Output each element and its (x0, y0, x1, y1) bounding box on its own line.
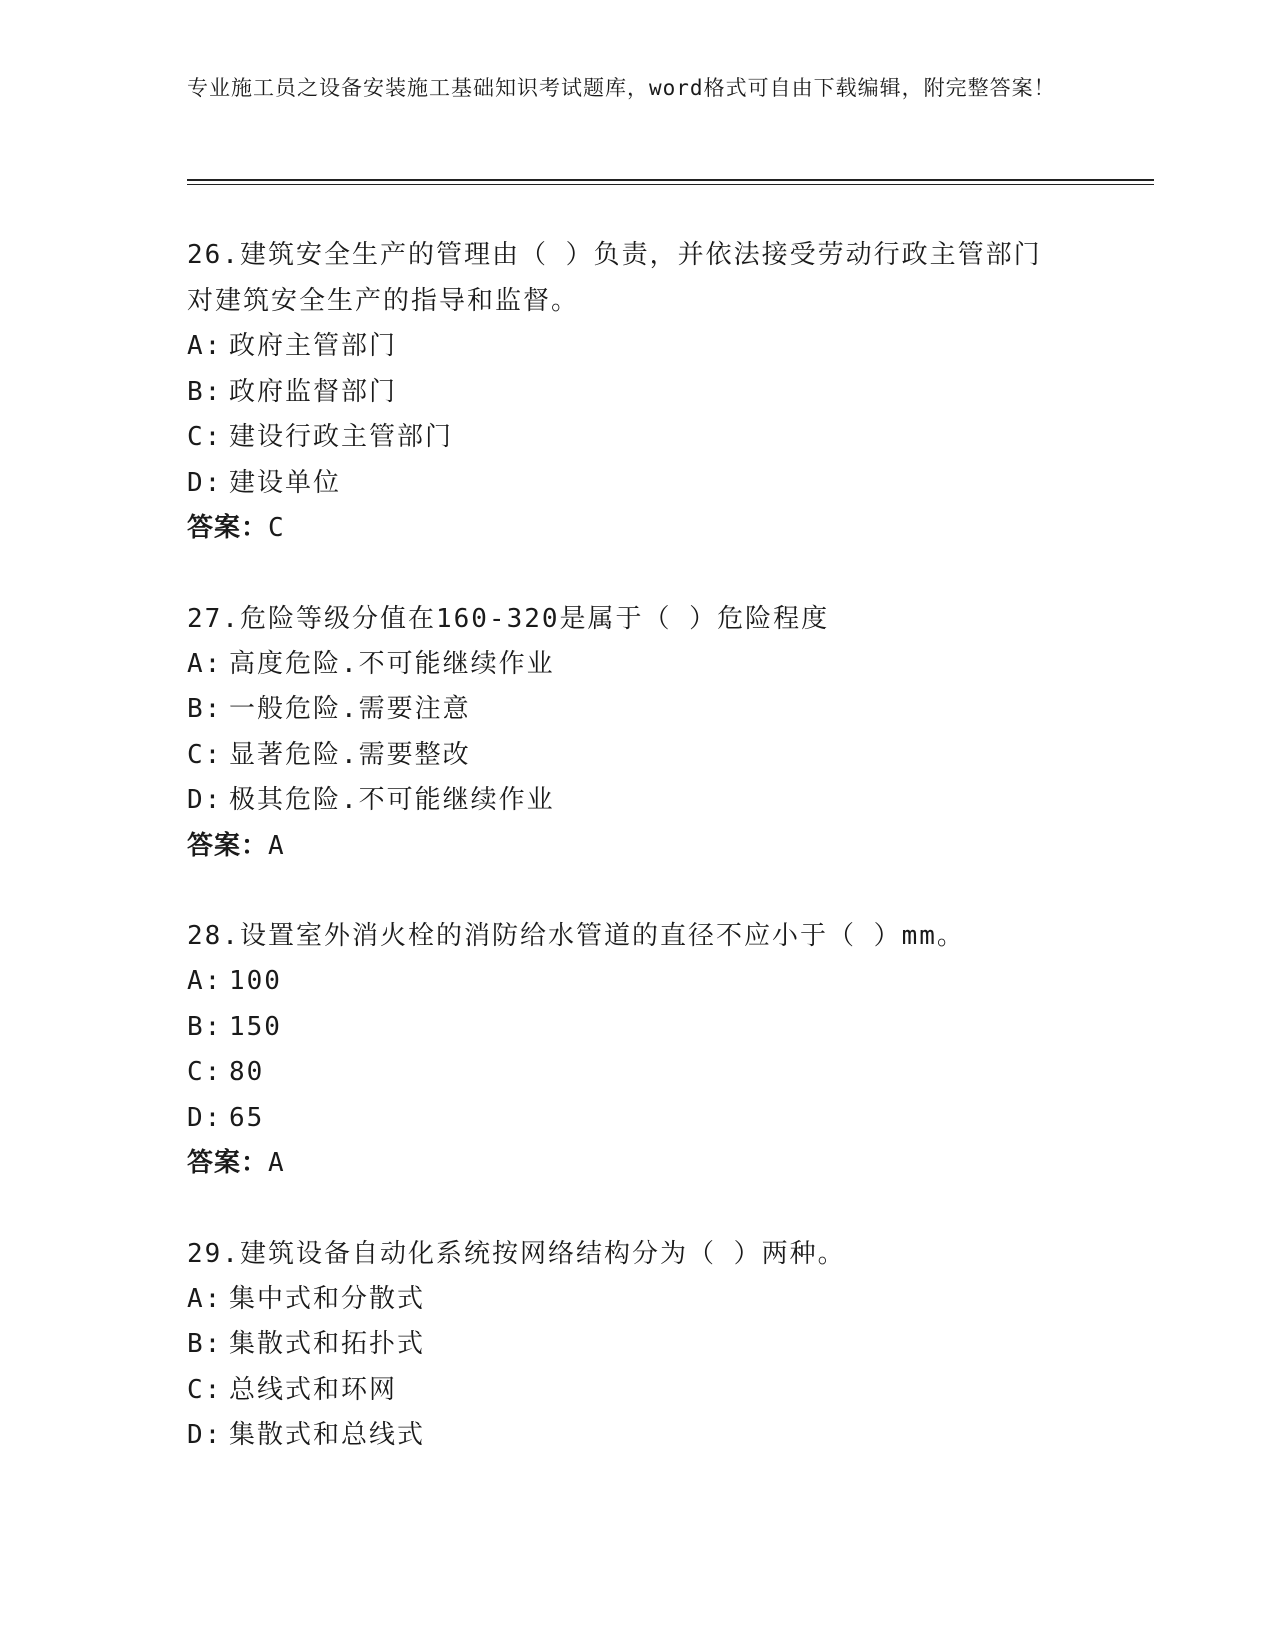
option-key: A: (187, 331, 223, 361)
option-text: 高度危险.不可能继续作业 (229, 648, 555, 679)
option-text: 100 (229, 966, 282, 996)
option-key: A: (187, 1283, 223, 1314)
option-b (187, 1005, 1067, 1051)
option-text: 150 (229, 1011, 282, 1042)
option-text: 显著危险.需要整改 (229, 739, 471, 770)
option-text: 65 (229, 1102, 265, 1133)
option-b (187, 370, 1067, 416)
option-d (187, 778, 1067, 824)
option-key: C: (187, 1374, 223, 1405)
option-text: 极其危险.不可能继续作业 (229, 785, 555, 815)
option-b (187, 1322, 1067, 1368)
question-26 (187, 232, 1067, 552)
option-key: B: (187, 1011, 223, 1042)
option-key: C: (187, 422, 223, 452)
question-stem: 27.危险等级分值在160-320是属于（ ）危险程度 (187, 603, 830, 634)
document-header: 专业施工员之设备安装施工基础知识考试题库，word格式可自由下载编辑，附完整答案！ (187, 76, 1056, 100)
option-key: B: (187, 1329, 223, 1359)
answer-label: 答案： (187, 513, 269, 543)
option-text: 集中式和分散式 (229, 1283, 426, 1314)
option-text: 政府主管部门 (229, 331, 398, 361)
header-divider-thick (187, 179, 1154, 181)
option-text: 建设单位 (229, 467, 342, 498)
question-27 (187, 596, 1067, 870)
option-b (187, 687, 1067, 733)
option-key: A: (187, 648, 223, 679)
question-stem: 26.建筑安全生产的管理由（ ）负责，并依法接受劳动行政主管部门对建筑安全生产的指导和监督。 (187, 240, 1042, 316)
option-key: D: (187, 1102, 223, 1133)
answer-value: C (268, 513, 285, 543)
option-text: 总线式和环网 (229, 1374, 398, 1405)
question-list (187, 232, 1067, 1503)
option-d (187, 1413, 1067, 1459)
question-29 (187, 1231, 1067, 1459)
answer-value: A (268, 830, 285, 861)
option-c (187, 1368, 1067, 1414)
option-key: B: (187, 694, 223, 724)
option-d (187, 461, 1067, 507)
option-text: 80 (229, 1057, 265, 1087)
option-a (187, 959, 1067, 1005)
option-c (187, 1050, 1067, 1096)
option-key: D: (187, 467, 223, 498)
option-text: 一般危险.需要注意 (229, 694, 471, 724)
option-text: 集散式和总线式 (229, 1420, 426, 1450)
option-text: 建设行政主管部门 (229, 422, 454, 452)
option-key: A: (187, 966, 223, 996)
option-c (187, 733, 1067, 779)
option-key: C: (187, 1057, 223, 1087)
header-divider-thin (187, 184, 1154, 185)
option-key: D: (187, 1420, 223, 1450)
option-a (187, 324, 1067, 370)
question-28 (187, 913, 1067, 1187)
answer-value: A (268, 1148, 285, 1178)
question-stem: 29.建筑设备自动化系统按网络结构分为（ ）两种。 (187, 1238, 846, 1269)
option-text: 政府监督部门 (229, 376, 398, 407)
option-c (187, 415, 1067, 461)
option-key: D: (187, 785, 223, 815)
option-key: B: (187, 376, 223, 407)
answer-label: 答案： (187, 1148, 269, 1178)
option-a (187, 1277, 1067, 1323)
answer-line (187, 824, 1067, 870)
option-text: 集散式和拓扑式 (229, 1329, 426, 1359)
answer-label: 答案： (187, 830, 269, 861)
option-a (187, 642, 1067, 688)
option-key: C: (187, 739, 223, 770)
answer-line (187, 506, 1067, 552)
question-stem: 28.设置室外消火栓的消防给水管道的直径不应小于（ ）mm。 (187, 921, 965, 951)
answer-line (187, 1141, 1067, 1187)
option-d (187, 1096, 1067, 1142)
